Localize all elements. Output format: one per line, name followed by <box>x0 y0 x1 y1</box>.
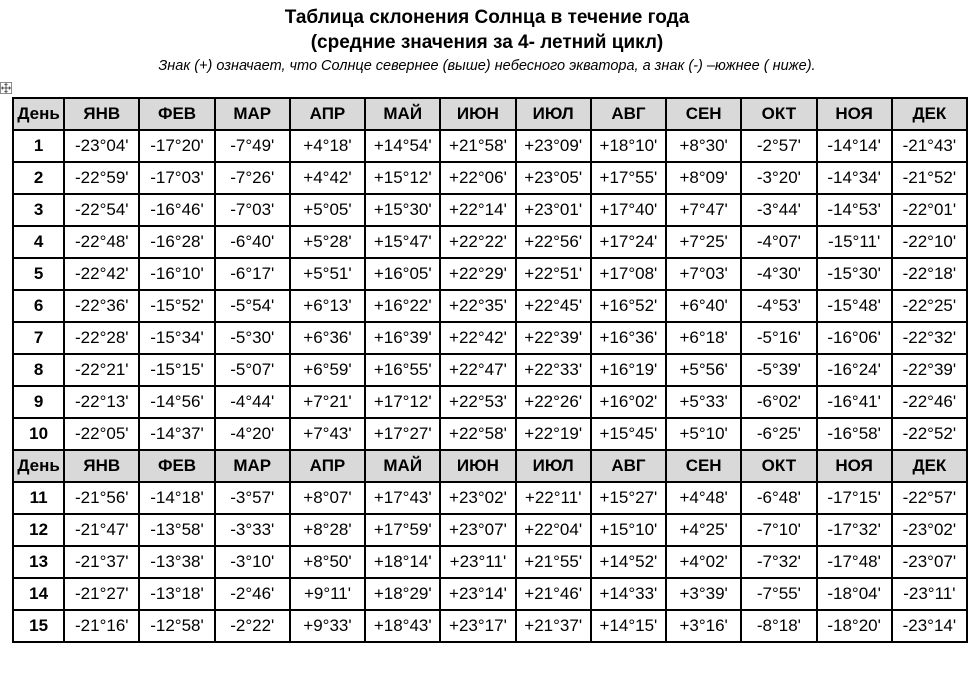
declination-cell: +22°58' <box>440 418 515 450</box>
declination-cell: -7°26' <box>215 162 290 194</box>
declination-cell: -21°52' <box>892 162 967 194</box>
declination-cell: -13°18' <box>139 578 214 610</box>
declination-cell: +16°19' <box>591 354 666 386</box>
declination-cell: +17°59' <box>365 514 440 546</box>
declination-cell: -7°10' <box>741 514 816 546</box>
declination-cell: +7°25' <box>666 226 741 258</box>
table-row <box>13 290 967 322</box>
declination-cell: +23°05' <box>516 162 591 194</box>
table-row <box>13 226 967 258</box>
declination-cell: +14°33' <box>591 578 666 610</box>
header-month: ОКТ <box>741 450 816 482</box>
declination-cell: +22°53' <box>440 386 515 418</box>
declination-cell: -22°46' <box>892 386 967 418</box>
declination-cell: -23°02' <box>892 514 967 546</box>
declination-cell: +16°22' <box>365 290 440 322</box>
declination-cell: -22°32' <box>892 322 967 354</box>
declination-cell: -22°36' <box>64 290 139 322</box>
declination-cell: -7°49' <box>215 130 290 162</box>
declination-cell: -7°55' <box>741 578 816 610</box>
declination-cell: -15°48' <box>817 290 892 322</box>
declination-cell: +15°27' <box>591 482 666 514</box>
declination-cell: +4°25' <box>666 514 741 546</box>
declination-cell: +4°02' <box>666 546 741 578</box>
header-month: ИЮН <box>440 98 515 130</box>
declination-cell: -16°06' <box>817 322 892 354</box>
declination-cell: -14°53' <box>817 194 892 226</box>
declination-cell: -3°33' <box>215 514 290 546</box>
day-cell: 3 <box>13 194 64 226</box>
declination-cell: +8°28' <box>290 514 365 546</box>
declination-cell: -15°34' <box>139 322 214 354</box>
declination-cell: -2°57' <box>741 130 816 162</box>
header-month: ЯНВ <box>64 450 139 482</box>
document-title-subline: (средние значения за 4- летний цикл) <box>310 32 664 53</box>
declination-cell: -22°57' <box>892 482 967 514</box>
header-month: АПР <box>290 98 365 130</box>
day-cell: 15 <box>13 610 64 642</box>
declination-cell: +17°43' <box>365 482 440 514</box>
declination-cell: +18°10' <box>591 130 666 162</box>
header-month: СЕН <box>666 98 741 130</box>
sign-note: Знак (+) означает, что Солнце севернее (выше) небесного экватора, а знак (-) –южнее ( ниже). <box>158 58 816 74</box>
declination-cell: -5°54' <box>215 290 290 322</box>
declination-cell: -6°17' <box>215 258 290 290</box>
declination-cell: -16°41' <box>817 386 892 418</box>
header-month: АВГ <box>591 98 666 130</box>
declination-cell: -21°16' <box>64 610 139 642</box>
table-row <box>13 162 967 194</box>
declination-cell: +5°51' <box>290 258 365 290</box>
declination-cell: -14°56' <box>139 386 214 418</box>
declination-cell: -22°42' <box>64 258 139 290</box>
declination-cell: -16°46' <box>139 194 214 226</box>
declination-cell: +22°06' <box>440 162 515 194</box>
header-month: ЯНВ <box>64 98 139 130</box>
declination-cell: -16°24' <box>817 354 892 386</box>
declination-cell: +21°46' <box>516 578 591 610</box>
declination-cell: -14°37' <box>139 418 214 450</box>
declination-cell: -16°10' <box>139 258 214 290</box>
day-cell: 10 <box>13 418 64 450</box>
declination-cell: +14°52' <box>591 546 666 578</box>
declination-cell: +8°50' <box>290 546 365 578</box>
declination-cell: -5°07' <box>215 354 290 386</box>
declination-cell: -12°58' <box>139 610 214 642</box>
header-month: ОКТ <box>741 98 816 130</box>
declination-cell: +7°43' <box>290 418 365 450</box>
header-month: СЕН <box>666 450 741 482</box>
declination-cell: +22°26' <box>516 386 591 418</box>
declination-cell: -22°13' <box>64 386 139 418</box>
declination-cell: +17°55' <box>591 162 666 194</box>
declination-cell: +15°10' <box>591 514 666 546</box>
declination-cell: -17°03' <box>139 162 214 194</box>
declination-cell: -6°40' <box>215 226 290 258</box>
declination-cell: +21°37' <box>516 610 591 642</box>
day-cell: 8 <box>13 354 64 386</box>
declination-cell: -23°07' <box>892 546 967 578</box>
declination-cell: -21°47' <box>64 514 139 546</box>
header-month: МАЙ <box>365 98 440 130</box>
declination-cell: +22°35' <box>440 290 515 322</box>
declination-cell: -18°04' <box>817 578 892 610</box>
declination-cell: +21°55' <box>516 546 591 578</box>
declination-cell: +7°21' <box>290 386 365 418</box>
declination-cell: +8°30' <box>666 130 741 162</box>
header-month: НОЯ <box>817 98 892 130</box>
declination-cell: -22°10' <box>892 226 967 258</box>
declination-cell: -2°46' <box>215 578 290 610</box>
declination-cell: +22°56' <box>516 226 591 258</box>
day-cell: 14 <box>13 578 64 610</box>
declination-cell: -22°21' <box>64 354 139 386</box>
declination-cell: -15°30' <box>817 258 892 290</box>
declination-cell: +15°47' <box>365 226 440 258</box>
declination-cell: -6°02' <box>741 386 816 418</box>
declination-cell: -5°16' <box>741 322 816 354</box>
declination-cell: +9°11' <box>290 578 365 610</box>
declination-cell: -22°05' <box>64 418 139 450</box>
declination-cell: +16°36' <box>591 322 666 354</box>
declination-cell: +7°03' <box>666 258 741 290</box>
declination-cell: +22°47' <box>440 354 515 386</box>
declination-cell: +23°01' <box>516 194 591 226</box>
table-row <box>13 610 967 642</box>
declination-cell: +22°42' <box>440 322 515 354</box>
declination-cell: +17°12' <box>365 386 440 418</box>
declination-cell: +22°33' <box>516 354 591 386</box>
table-move-handle-icon[interactable] <box>0 82 12 94</box>
declination-cell: +4°48' <box>666 482 741 514</box>
header-month: ИЮН <box>440 450 515 482</box>
declination-cell: -15°52' <box>139 290 214 322</box>
table-row <box>13 130 967 162</box>
declination-cell: -17°15' <box>817 482 892 514</box>
declination-cell: +18°43' <box>365 610 440 642</box>
declination-cell: -23°04' <box>64 130 139 162</box>
table-row <box>13 194 967 226</box>
declination-cell: +8°07' <box>290 482 365 514</box>
declination-cell: +14°54' <box>365 130 440 162</box>
declination-cell: +16°05' <box>365 258 440 290</box>
day-cell: 2 <box>13 162 64 194</box>
declination-cell: -4°30' <box>741 258 816 290</box>
declination-cell: -16°58' <box>817 418 892 450</box>
day-cell: 7 <box>13 322 64 354</box>
declination-cell: +16°52' <box>591 290 666 322</box>
declination-cell: +5°10' <box>666 418 741 450</box>
header-month: ИЮЛ <box>516 450 591 482</box>
declination-cell: -4°53' <box>741 290 816 322</box>
declination-cell: +16°55' <box>365 354 440 386</box>
declination-cell: +22°29' <box>440 258 515 290</box>
declination-cell: +7°47' <box>666 194 741 226</box>
table-row <box>13 546 967 578</box>
declination-cell: -7°32' <box>741 546 816 578</box>
declination-cell: -21°37' <box>64 546 139 578</box>
declination-cell: -22°28' <box>64 322 139 354</box>
declination-cell: -23°14' <box>892 610 967 642</box>
declination-cell: +3°39' <box>666 578 741 610</box>
declination-cell: +6°36' <box>290 322 365 354</box>
declination-cell: +15°30' <box>365 194 440 226</box>
day-cell: 4 <box>13 226 64 258</box>
declination-cell: -17°48' <box>817 546 892 578</box>
day-cell: 1 <box>13 130 64 162</box>
declination-cell: +22°04' <box>516 514 591 546</box>
declination-cell: -14°18' <box>139 482 214 514</box>
declination-cell: +18°14' <box>365 546 440 578</box>
declination-cell: -22°48' <box>64 226 139 258</box>
declination-cell: -14°34' <box>817 162 892 194</box>
declination-cell: +22°11' <box>516 482 591 514</box>
header-month: АПР <box>290 450 365 482</box>
declination-cell: +3°16' <box>666 610 741 642</box>
header-month: ФЕВ <box>139 450 214 482</box>
declination-cell: +15°45' <box>591 418 666 450</box>
declination-cell: -4°44' <box>215 386 290 418</box>
header-day: День <box>13 450 64 482</box>
declination-cell: -5°30' <box>215 322 290 354</box>
table-row <box>13 354 967 386</box>
declination-cell: -17°32' <box>817 514 892 546</box>
declination-cell: +16°39' <box>365 322 440 354</box>
declination-cell: -21°56' <box>64 482 139 514</box>
declination-cell: +23°17' <box>440 610 515 642</box>
header-month: ДЕК <box>892 450 967 482</box>
declination-cell: -21°43' <box>892 130 967 162</box>
declination-cell: +22°45' <box>516 290 591 322</box>
declination-cell: +23°02' <box>440 482 515 514</box>
declination-cell: +22°22' <box>440 226 515 258</box>
day-cell: 6 <box>13 290 64 322</box>
declination-cell: -21°27' <box>64 578 139 610</box>
header-month: НОЯ <box>817 450 892 482</box>
declination-cell: -18°20' <box>817 610 892 642</box>
declination-cell: -22°25' <box>892 290 967 322</box>
header-month: МАР <box>215 98 290 130</box>
declination-cell: -7°03' <box>215 194 290 226</box>
declination-cell: +6°59' <box>290 354 365 386</box>
declination-cell: -6°25' <box>741 418 816 450</box>
declination-cell: -5°39' <box>741 354 816 386</box>
declination-cell: +17°24' <box>591 226 666 258</box>
table-row <box>13 418 967 450</box>
day-cell: 5 <box>13 258 64 290</box>
declination-cell: -14°14' <box>817 130 892 162</box>
header-month: МАР <box>215 450 290 482</box>
declination-cell: -22°59' <box>64 162 139 194</box>
header-month: ИЮЛ <box>516 98 591 130</box>
declination-cell: +16°02' <box>591 386 666 418</box>
declination-cell: -3°44' <box>741 194 816 226</box>
declination-cell: -6°48' <box>741 482 816 514</box>
table-row <box>13 386 967 418</box>
declination-cell: +15°12' <box>365 162 440 194</box>
declination-cell: -4°07' <box>741 226 816 258</box>
declination-cell: +22°19' <box>516 418 591 450</box>
declination-cell: +8°09' <box>666 162 741 194</box>
declination-cell: +6°13' <box>290 290 365 322</box>
declination-cell: -22°01' <box>892 194 967 226</box>
declination-cell: +17°08' <box>591 258 666 290</box>
declination-cell: +4°18' <box>290 130 365 162</box>
declination-cell: -13°58' <box>139 514 214 546</box>
declination-cell: +22°39' <box>516 322 591 354</box>
header-month: МАЙ <box>365 450 440 482</box>
declination-cell: -22°52' <box>892 418 967 450</box>
declination-cell: +23°14' <box>440 578 515 610</box>
document-title: Таблица склонения Солнца в течение года <box>284 7 690 28</box>
declination-cell: +18°29' <box>365 578 440 610</box>
declination-cell: -22°18' <box>892 258 967 290</box>
declination-cell: +9°33' <box>290 610 365 642</box>
declination-cell: +5°28' <box>290 226 365 258</box>
declination-cell: +17°27' <box>365 418 440 450</box>
declination-cell: -22°39' <box>892 354 967 386</box>
declination-cell: -3°20' <box>741 162 816 194</box>
day-cell: 9 <box>13 386 64 418</box>
day-cell: 11 <box>13 482 64 514</box>
declination-cell: -15°11' <box>817 226 892 258</box>
declination-cell: -13°38' <box>139 546 214 578</box>
day-cell: 13 <box>13 546 64 578</box>
declination-cell: -15°15' <box>139 354 214 386</box>
header-row <box>13 450 967 482</box>
header-day: День <box>13 98 64 130</box>
declination-cell: +5°33' <box>666 386 741 418</box>
header-month: ФЕВ <box>139 98 214 130</box>
header-month: АВГ <box>591 450 666 482</box>
declination-cell: +23°07' <box>440 514 515 546</box>
declination-cell: +5°05' <box>290 194 365 226</box>
declination-cell: +23°09' <box>516 130 591 162</box>
declination-cell: -23°11' <box>892 578 967 610</box>
declination-table <box>12 97 968 643</box>
declination-cell: +6°18' <box>666 322 741 354</box>
table-row <box>13 322 967 354</box>
declination-cell: -3°57' <box>215 482 290 514</box>
table-row <box>13 258 967 290</box>
declination-cell: -16°28' <box>139 226 214 258</box>
declination-cell: +22°14' <box>440 194 515 226</box>
declination-cell: -4°20' <box>215 418 290 450</box>
header-row <box>13 98 967 130</box>
declination-cell: +6°40' <box>666 290 741 322</box>
declination-cell: +5°56' <box>666 354 741 386</box>
declination-cell: +4°42' <box>290 162 365 194</box>
declination-cell: -2°22' <box>215 610 290 642</box>
declination-cell: -17°20' <box>139 130 214 162</box>
declination-cell: +14°15' <box>591 610 666 642</box>
declination-cell: +23°11' <box>440 546 515 578</box>
declination-cell: -8°18' <box>741 610 816 642</box>
declination-cell: +22°51' <box>516 258 591 290</box>
declination-cell: -22°54' <box>64 194 139 226</box>
table-row <box>13 482 967 514</box>
header-month: ДЕК <box>892 98 967 130</box>
table-row <box>13 578 967 610</box>
table-row <box>13 514 967 546</box>
declination-cell: +17°40' <box>591 194 666 226</box>
declination-cell: -3°10' <box>215 546 290 578</box>
day-cell: 12 <box>13 514 64 546</box>
declination-cell: +21°58' <box>440 130 515 162</box>
